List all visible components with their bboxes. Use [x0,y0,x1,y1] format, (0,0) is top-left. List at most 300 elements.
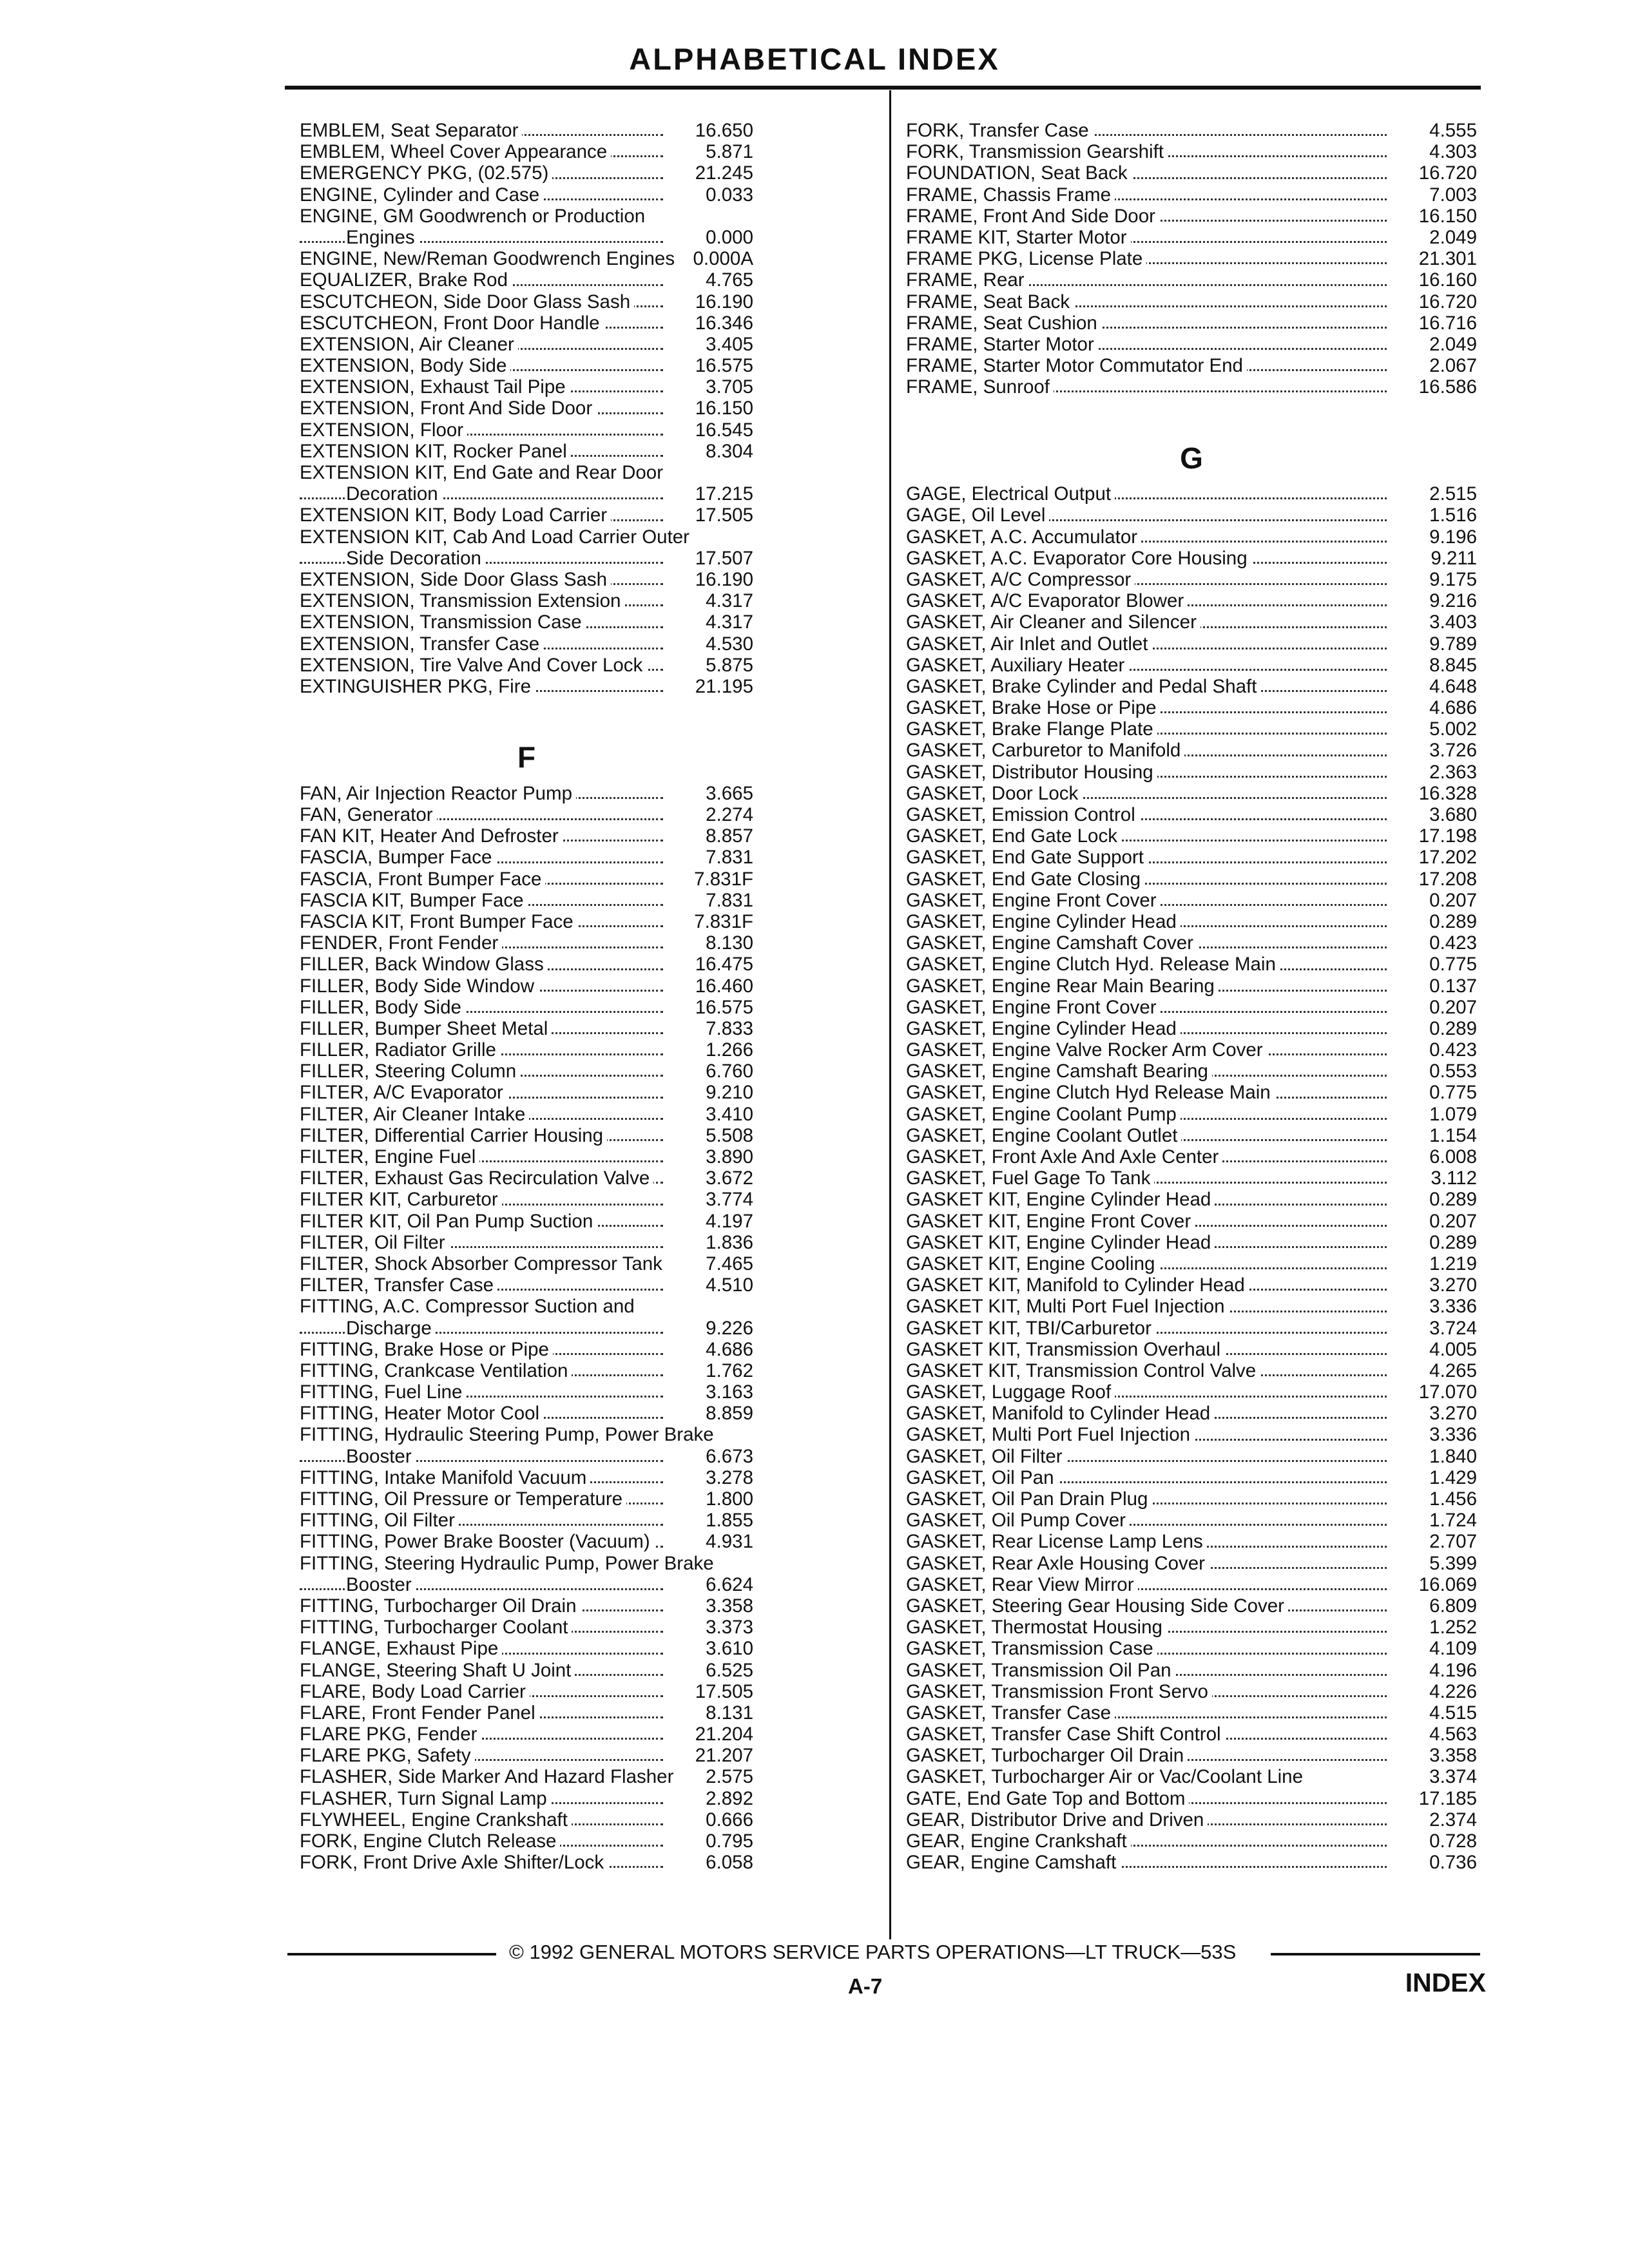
entry-name: GASKET, Carburetor to Manifold [906,740,1184,761]
index-entry [300,1446,753,1467]
entry-name: GASKET, Brake Flange Plate [906,718,1157,740]
entry-reference: 16.150 [695,398,753,419]
index-entry [300,1104,753,1125]
entry-name: FASCIA KIT, Bumper Face [300,890,528,911]
index-entry [906,1039,1477,1061]
entry-name: GASKET, Engine Valve Rocker Arm Cover [906,1039,1267,1061]
entry-name: EXTENSION, Exhaust Tail Pipe [300,376,570,398]
entry-name: EXTENSION, Transmission Extension [300,590,624,611]
index-entry [906,1018,1477,1039]
index-entry [906,847,1477,868]
entry-reference: 1.836 [706,1231,753,1253]
entry-name: GASKET KIT, TBI/Carburetor [906,1318,1155,1339]
entry-reference: 0.728 [1429,1831,1477,1852]
entry-name: FRAME, Seat Cushion [906,312,1101,334]
entry-name: FITTING, Heater Motor Cool [300,1403,543,1424]
index-entry [906,548,1477,569]
header-rule [285,86,1481,90]
index-entry [906,162,1477,184]
index-entry [300,1082,753,1103]
entry-name: GASKET, Multi Port Fuel Injection [906,1424,1194,1445]
index-entry [300,1146,753,1168]
index-entry [906,312,1477,334]
index-entry [300,206,753,227]
entry-name: GASKET, Luggage Roof [906,1381,1115,1403]
entry-name: FORK, Engine Clutch Release [300,1831,560,1852]
entry-name: ENGINE, Cylinder and Case [300,184,543,206]
index-entry [300,911,753,932]
entry-reference: 8.131 [706,1702,753,1724]
index-entry [300,419,753,441]
index-entry [906,1467,1477,1488]
entry-reference: 1.855 [706,1510,753,1532]
entry-reference: 1.266 [706,1039,753,1061]
entry-reference: 3.374 [1429,1766,1477,1788]
index-entry [300,1595,753,1617]
entry-name: FASCIA, Front Bumper Face [300,869,545,890]
index-entry [300,1253,753,1274]
index-entry [300,398,753,419]
index-entry [300,1467,753,1488]
entry-reference: 2.575 [706,1766,753,1788]
entry-reference: 2.049 [1429,226,1477,248]
entry-name: FITTING, Hydraulic Steering Pump, Power Brake [300,1424,718,1445]
entry-reference: 1.456 [1429,1488,1477,1510]
entry-reference: 0.000 [706,226,753,248]
entry-name: GASKET, Oil Pan Drain Plug [906,1488,1152,1510]
index-entry [906,1232,1477,1253]
entry-reference: 8.130 [706,932,753,954]
index-entry [906,1681,1477,1702]
index-entry [906,269,1477,291]
entry-name: GEAR, Distributor Drive and Driven [906,1809,1208,1831]
entry-name: EXTENSION KIT, Cab And Load Carrier Outer [300,526,693,548]
index-entry [300,483,753,505]
entry-name: EXTENSION, Front And Side Door [300,398,596,419]
entry-reference: 4.197 [706,1210,753,1232]
entry-reference: 1.219 [1429,1253,1477,1274]
entry-name: FILTER KIT, Carburetor [300,1189,502,1210]
entry-reference: 4.563 [1429,1724,1477,1745]
entry-name: GASKET, Rear License Lamp Lens [906,1531,1207,1552]
entry-reference: 7.831F [694,868,753,890]
entry-name: EXTENSION, Body Side [300,355,510,376]
index-entry [906,783,1477,804]
index-entry [300,1232,753,1253]
index-entry [906,1339,1477,1360]
entry-reference: 17.070 [1418,1381,1477,1403]
index-entry [300,997,753,1018]
index-entry [906,1595,1477,1617]
entry-reference: 16.716 [1418,312,1477,334]
entry-name: EXTENSION, Tire Valve And Cover Lock [300,655,646,676]
entry-reference: 3.774 [706,1189,753,1211]
entry-name: FLANGE, Steering Shaft U Joint [300,1660,575,1681]
entry-name: GASKET, Oil Pan [906,1467,1058,1488]
entry-reference: 0.289 [1429,910,1477,932]
entry-name: FLASHER, Side Marker And Hazard Flasher [300,1766,677,1787]
entry-reference: 3.270 [1429,1403,1477,1425]
entry-name: FLARE, Body Load Carrier [300,1681,530,1702]
entry-reference: 0.137 [1429,975,1477,997]
entry-name: GASKET, Transfer Case Shift Control [906,1724,1225,1745]
index-entry [906,291,1477,312]
entry-name: FITTING, Oil Filter [300,1510,459,1531]
entry-name: FITTING, Crankcase Ventilation [300,1360,572,1381]
entry-reference: 0.033 [706,184,753,206]
entry-reference: 16.545 [695,419,753,441]
entry-name: GASKET, Engine Clutch Hyd. Release Main [906,954,1280,975]
entry-name: FRAME, Starter Motor [906,334,1098,355]
entry-name: Side Decoration [346,548,485,569]
entry-name: FITTING, Brake Hose or Pipe [300,1339,553,1360]
entry-reference: 3.270 [1429,1274,1477,1296]
entry-reference: 6.624 [706,1573,753,1595]
entry-reference: 0.775 [1429,1082,1477,1104]
index-entry [906,1296,1477,1317]
entry-name: FLANGE, Exhaust Pipe [300,1638,502,1659]
index-entry [300,1403,753,1424]
index-entry [300,120,753,141]
entry-name: FILTER, Air Cleaner Intake [300,1104,529,1125]
entry-name: FRAME, Chassis Frame [906,184,1115,206]
entry-name: GASKET KIT, Transmission Control Valve [906,1360,1260,1381]
index-entry [906,1446,1477,1467]
entry-name: GASKET, Air Cleaner and Silencer [906,611,1200,633]
entry-reference: 3.336 [1429,1296,1477,1318]
entry-reference: 7.831F [694,910,753,932]
index-entry [300,548,753,569]
entry-name: EXTENSION, Air Cleaner [300,334,518,355]
index-entry [300,633,753,655]
entry-reference: 21.301 [1418,248,1477,270]
entry-name: EXTENSION, Floor [300,419,467,441]
index-entry [300,1660,753,1681]
index-entry [300,676,753,697]
entry-reference: 17.198 [1418,825,1477,847]
entry-reference: 7.831 [706,847,753,869]
index-entry [300,1318,753,1339]
entry-name: FORK, Transfer Case [906,120,1093,141]
entry-name: FOUNDATION, Seat Back [906,162,1132,184]
entry-reference: 3.336 [1429,1424,1477,1446]
entry-reference: 0.207 [1429,889,1477,911]
entry-name: FILTER, Engine Fuel [300,1146,479,1168]
entry-name: GASKET, Engine Clutch Hyd Release Main [906,1082,1275,1103]
entry-name: EXTENSION, Side Door Glass Sash [300,569,611,590]
entry-reference: 9.175 [1429,568,1477,590]
index-entry [300,269,753,291]
entry-reference: 4.303 [1429,141,1477,163]
entry-name: FILTER KIT, Oil Pan Pump Suction [300,1211,597,1232]
entry-reference: 16.586 [1418,376,1477,398]
entry-reference: 5.871 [706,141,753,163]
index-entry [906,1274,1477,1296]
entry-name: GASKET, Manifold to Cylinder Head [906,1403,1214,1424]
entry-reference: 3.410 [706,1103,753,1125]
index-entry [300,1125,753,1146]
entry-name: GAGE, Electrical Output [906,483,1115,505]
entry-name: FORK, Transmission Gearshift [906,141,1168,162]
entry-reference: 3.890 [706,1146,753,1168]
index-entry [300,312,753,334]
index-entry [906,1809,1477,1831]
entry-name: GASKET, Air Inlet and Outlet [906,633,1152,655]
index-entry [906,1168,1477,1189]
entry-name: GASKET, End Gate Support [906,847,1148,868]
index-column-left [300,120,753,1873]
index-entry [906,1745,1477,1766]
entry-name: GASKET, Engine Cylinder Head [906,1018,1181,1039]
entry-name: GASKET, Oil Filter [906,1446,1066,1467]
entry-name: FILTER, Transfer Case [300,1274,497,1296]
index-entry [906,1660,1477,1681]
entry-name: GASKET, Transmission Front Servo [906,1681,1212,1702]
index-entry [906,975,1477,997]
entry-name: Decoration [346,483,442,505]
entry-reference: 5.508 [706,1124,753,1146]
index-entry [300,1168,753,1189]
entry-reference: 6.809 [1429,1595,1477,1617]
section-letter: F [517,740,536,774]
entry-name: GASKET, Transfer Case [906,1702,1115,1724]
index-entry [300,847,753,868]
index-entry [906,1724,1477,1745]
entry-name: FASCIA KIT, Front Bumper Face [300,911,577,932]
entry-name: ENGINE, New/Reman Goodwrench Engines [300,248,679,269]
entry-reference: 4.555 [1429,120,1477,141]
entry-reference: 16.346 [695,312,753,334]
entry-name: GASKET, Engine Cylinder Head [906,911,1181,932]
entry-name: FRAME, Seat Back [906,291,1074,312]
entry-name: FAN, Generator [300,804,437,825]
entry-reference: 3.665 [706,782,753,804]
index-entry [300,162,753,184]
entry-reference: 1.516 [1429,505,1477,526]
index-entry [300,376,753,398]
index-entry [906,526,1477,548]
entry-name: FASCIA, Bumper Face [300,847,496,868]
index-entry [906,1574,1477,1595]
section-letter-row [906,419,1477,484]
entry-reference: 9.196 [1429,526,1477,548]
entry-reference: 16.475 [695,954,753,975]
footer-rule-right [1271,1953,1480,1956]
entry-name: GASKET, Auxiliary Heater [906,655,1128,676]
entry-reference: 0.207 [1429,1210,1477,1232]
entry-name: EMBLEM, Wheel Cover Appearance [300,141,611,162]
entry-reference: 6.058 [706,1852,753,1874]
entry-name: ESCUTCHEON, Front Door Handle [300,312,604,334]
entry-reference: 9.226 [706,1317,753,1339]
index-entry [906,1189,1477,1210]
entry-reference: 3.358 [1429,1745,1477,1767]
index-entry [300,1745,753,1766]
entry-reference: 0.553 [1429,1061,1477,1082]
entry-reference: 2.363 [1429,761,1477,783]
entry-name: GASKET, Engine Coolant Outlet [906,1125,1181,1146]
index-entry [906,1766,1477,1787]
entry-name: FILLER, Bumper Sheet Metal [300,1018,552,1039]
entry-reference: 16.150 [1418,205,1477,227]
page-title: ALPHABETICAL INDEX [629,42,1000,76]
entry-name: GASKET, Engine Camshaft Cover [906,932,1197,954]
index-entry [906,697,1477,718]
entry-reference: 3.680 [1429,804,1477,826]
entry-name: GASKET, Front Axle And Axle Center [906,1146,1222,1168]
entry-reference: 6.525 [706,1659,753,1681]
entry-reference: 3.112 [1431,1168,1477,1189]
entry-reference: 2.274 [706,804,753,826]
entry-name: FITTING, Oil Pressure or Temperature [300,1488,626,1510]
entry-reference: 1.252 [1429,1617,1477,1639]
entry-name: FRAME PKG, License Plate [906,248,1146,269]
index-entry [300,1574,753,1595]
entry-name: FITTING, A.C. Compressor Suction and [300,1296,639,1317]
entry-name: GASKET, Transmission Case [906,1638,1157,1659]
entry-reference: 7.831 [706,889,753,911]
index-entry [906,505,1477,526]
index-entry [906,184,1477,206]
index-entry [906,120,1477,141]
index-entry [906,804,1477,825]
entry-name: FILTER, Differential Carrier Housing [300,1125,607,1146]
entry-name: Booster [346,1446,416,1467]
entry-reference: 0.736 [1429,1852,1477,1874]
entry-reference: 2.049 [1429,333,1477,355]
index-entry [300,590,753,611]
entry-reference: 8.845 [1429,654,1477,676]
entry-name: GASKET, Distributor Housing [906,762,1157,783]
entry-name: GASKET, Rear View Mirror [906,1574,1138,1595]
index-entry [300,248,753,269]
entry-reference: 17.185 [1418,1787,1477,1809]
index-entry [906,997,1477,1018]
entry-reference: 0.000A [693,248,753,270]
entry-reference: 5.875 [706,654,753,676]
entry-name: FAN, Air Injection Reactor Pump [300,783,576,804]
entry-reference: 4.226 [1429,1680,1477,1702]
entry-name: FILTER, A/C Evaporator [300,1082,507,1103]
entry-reference: 3.358 [706,1595,753,1617]
entry-name: EXTENSION, Transmission Case [300,611,586,633]
index-entry [906,718,1477,740]
entry-reference: 0.423 [1429,932,1477,954]
entry-name: Discharge [346,1318,436,1339]
index-entry [906,1617,1477,1638]
entry-reference: 0.207 [1429,996,1477,1018]
index-entry [906,1531,1477,1552]
entry-reference: 21.207 [695,1745,753,1767]
entry-name: EXTENSION, Transfer Case [300,633,543,655]
index-entry [300,1788,753,1809]
entry-reference: 1.762 [706,1360,753,1381]
index-entry [906,1403,1477,1424]
entry-reference: 4.686 [706,1338,753,1360]
entry-reference: 17.202 [1418,847,1477,869]
index-entry [300,1360,753,1381]
entry-name: FITTING, Intake Manifold Vacuum [300,1467,590,1488]
entry-reference: 0.795 [706,1831,753,1852]
entry-name: GASKET, Brake Hose or Pipe [906,697,1161,718]
index-entry [300,954,753,975]
entry-reference: 0.289 [1429,1189,1477,1211]
entry-reference: 1.724 [1429,1510,1477,1532]
entry-reference: 17.215 [695,483,753,505]
entry-reference: 0.289 [1429,1231,1477,1253]
index-entry [906,1146,1477,1168]
index-entry [300,1702,753,1724]
entry-reference: 16.720 [1418,162,1477,184]
index-entry [906,483,1477,505]
index-entry [906,633,1477,655]
entry-name: FLYWHEEL, Engine Crankshaft [300,1809,572,1831]
entry-name: GASKET, A.C. Evaporator Core Housing [906,548,1251,569]
index-entry [906,1104,1477,1125]
index-entry [906,825,1477,847]
index-entry [300,783,753,804]
entry-reference: 0.666 [706,1809,753,1831]
entry-name: GASKET, Emission Control [906,804,1139,825]
index-entry [300,1510,753,1531]
index-entry [300,1339,753,1360]
index-entry [906,355,1477,376]
entry-name: EXTENSION KIT, Rocker Panel [300,441,571,462]
entry-reference: 3.405 [706,333,753,355]
index-entry [906,569,1477,590]
index-entry [300,1553,753,1574]
index-entry [906,890,1477,911]
entry-reference: 4.196 [1429,1659,1477,1681]
entry-name: FRAME KIT, Starter Motor [906,227,1131,248]
index-entry [906,1125,1477,1146]
entry-reference: 17.507 [695,547,753,569]
index-entry [300,1531,753,1552]
entry-name: FLARE PKG, Fender [300,1724,481,1745]
entry-name: GEAR, Engine Crankshaft [906,1831,1131,1852]
entry-reference: 16.069 [1418,1573,1477,1595]
entry-reference: 4.530 [706,633,753,655]
entry-name: Booster [346,1574,416,1595]
entry-name: FLARE PKG, Safety [300,1745,475,1766]
entry-reference: 1.800 [706,1488,753,1510]
entry-name: GATE, End Gate Top and Bottom [906,1788,1189,1809]
entry-reference: 4.648 [1429,675,1477,697]
index-entry [300,1039,753,1061]
entry-reference: 4.515 [1429,1702,1477,1724]
entry-reference: 9.789 [1429,633,1477,655]
entry-reference: 1.429 [1429,1466,1477,1488]
entry-reference: 21.245 [695,162,753,184]
entry-name: FAN KIT, Heater And Defroster [300,825,563,847]
index-entry [300,441,753,462]
index-entry [300,1424,753,1445]
index-entry [300,611,753,633]
entry-reference: 21.204 [695,1724,753,1745]
index-entry [906,932,1477,954]
entry-reference: 8.304 [706,440,753,462]
entry-reference: 16.460 [695,975,753,997]
entry-name: GEAR, Engine Camshaft [906,1852,1120,1873]
entry-reference: 2.515 [1429,483,1477,505]
entry-reference: 2.892 [706,1787,753,1809]
entry-name: FLASHER, Turn Signal Lamp [300,1788,551,1809]
entry-reference: 16.575 [695,996,753,1018]
entry-reference: 4.317 [706,590,753,612]
index-entry [300,932,753,954]
index-entry [300,825,753,847]
entry-name: FILLER, Steering Column [300,1061,520,1082]
